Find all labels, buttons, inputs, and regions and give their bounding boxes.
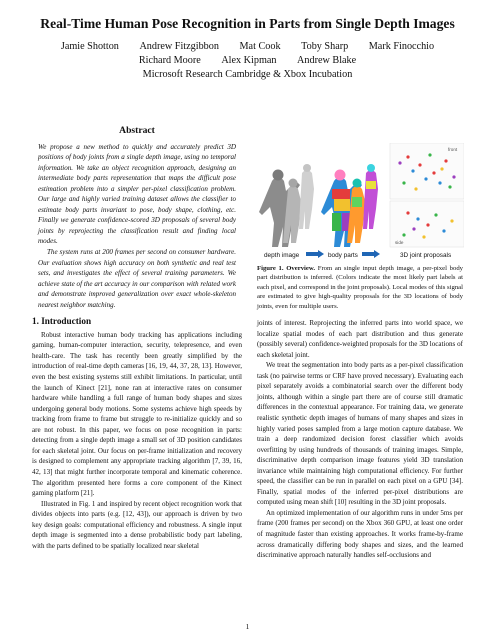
abstract-heading: Abstract [119, 125, 155, 136]
caption-text: From an single input depth image, a per-pixel body part distribution is inferred. (Colors indicate the most likely part labels at each pixel, and correspond in the joint proposals). Local modes of this signal are estimated to give high-quality proposals for the 3D locations of body joints, even for multiple users. [257, 265, 464, 310]
author-name: Andrew Blake [297, 55, 357, 66]
joint-proposals [390, 143, 464, 247]
abstract-paragraph: We propose a new method to quickly and accurately predict 3D positions of body joints from a single depth image, using no temporal information. We take an object recognition approach, designing an intermediate body parts representation that maps the difficult pose estimation problem into a simpler per-pixel classification problem. Our large and highly varied training dataset allows the classifier to estimate body parts invariant to pose, body shape, clothing, etc. Finally we generate confidence-scored 3D proposals of several body joints by reprojecting the classification result and finding local modes. [38, 142, 236, 246]
abstract-paragraph: The system runs at 200 frames per second on consumer hardware. Our evaluation shows high accuracy on both synthetic and real test sets, and investigates the effect of several training parameters. We achieve state of the art accuracy in our comparison with related work and demonstrate improved generalization over exact whole-skeleton nearest neighbor matching. [38, 248, 236, 309]
affiliation: Microsoft Research Cambridge & Xbox Incubation [142, 69, 353, 80]
section-heading-introduction: 1. Introduction [32, 316, 92, 327]
author-name: Mark Finocchio [368, 41, 435, 52]
caption-lead: Figure 1. Overview. [257, 265, 316, 272]
author-name: Andrew Fitzgibbon [139, 41, 219, 52]
arrow-icon [362, 250, 380, 258]
author-name: Alex Kipman [221, 55, 277, 66]
figure-caption [257, 264, 463, 311]
figure-1 [258, 143, 464, 261]
author-list [30, 40, 465, 82]
author-name: Richard Moore [138, 55, 201, 66]
depth-image [258, 143, 316, 247]
authors-line-1 [30, 40, 465, 54]
body-paragraph: joints of interest. Reprojecting the inferred parts into world space, we localize spatial modes of each part distribution and thus generate (possibly several) confidence-weighted proposals for the 3D locations of each skeletal joint. [257, 319, 463, 359]
figure-1-graphic [258, 143, 464, 261]
author-name: Toby Sharp [301, 41, 349, 52]
body-paragraph: We treat the segmentation into body parts as a per-pixel classification task (no pairwise terms or CRF have proved necessary). Evaluating each pixel separately avoids a combinatorial search over the different body joints, although within a single part there are of course still dramatic differences in the contextual appearance. For training data, we generate realistic synthetic depth images of humans of many shapes and sizes in highly varied poses sampled from a large motion capture database. We train a deep randomized decision forest classifier which avoids overfitting by using hundreds of thousands of training images. Simple, discriminative depth comparison image features yield 3D translation invariance while maintaining high computational efficiency. For further speed, the classifier can be run in parallel on each pixel on a GPU [34]. Finally, spatial modes of the inferred per-pixel distributions are computed using mean shift [10] resulting in the 3D joint proposals. [257, 361, 463, 507]
page-number: 1 [245, 622, 250, 631]
joint-proposals-label: 3D joint proposals [400, 252, 452, 259]
body-paragraph: An optimized implementation of our algorithm runs in under 5ms per frame (200 frames per second) on the Xbox 360 GPU, at least one order of magnitude faster than existing approaches. It works frame-by-frame across dramatically differing body shapes and sizes, and the learned discriminative approach naturally handles self-occlusions and [257, 508, 463, 560]
intro-paragraph: Robust interactive human body tracking has applications including gaming, human-computer interaction, security, telepresence, and even health-care. The task has recently been greatly simplified by the introduction of real-time depth cameras [16, 19, 44, 37, 28, 13]. However, even the best existing systems still exhibit limitations. In particular, until the launch of Kinect [21], none ran at interactive rates on consumer hardware while handling a full range of human body shapes and sizes undergoing general body motions. Some systems achieve high speeds by tracking from frame to frame but struggle to re-initialize quickly and so are not robust. In this paper, we focus on pose recognition in parts: detecting from a single depth image a small set of 3D position candidates for each skeletal joint. Our focus on per-frame initialization and recovery is designed to complement any appropriate tracking algorithm [7, 39, 16, 42, 13] that might further incorporate temporal and kinematic coherence. The algorithm presented here forms a core component of the Kinect gaming platform [21]. [32, 330, 242, 498]
author-name: Mat Cook [239, 41, 281, 52]
body-parts-label: body parts [328, 252, 358, 259]
authors-line-2 [30, 54, 465, 68]
arrow-icon [306, 250, 324, 258]
abstract-body [32, 142, 242, 311]
front-label: front [448, 147, 458, 152]
left-column [32, 126, 242, 551]
intro-paragraph: Illustrated in Fig. 1 and inspired by recent object recognition work that divides objects into parts (e.g. [12, 43]), our approach is driven by two key design goals: computational efficiency and robustness. A single input depth image is segmented into a dense probabilistic body part labeling, with the parts defined to be spatially localized near skeletal [32, 499, 242, 550]
body-parts [321, 164, 378, 247]
author-name: Jamie Shotton [60, 41, 119, 52]
paper-title: Real-Time Human Pose Recognition in Parts from Single Depth Images [40, 16, 455, 31]
right-column [257, 264, 463, 561]
depth-image-label: depth image [264, 252, 300, 259]
side-label: side [395, 240, 404, 245]
